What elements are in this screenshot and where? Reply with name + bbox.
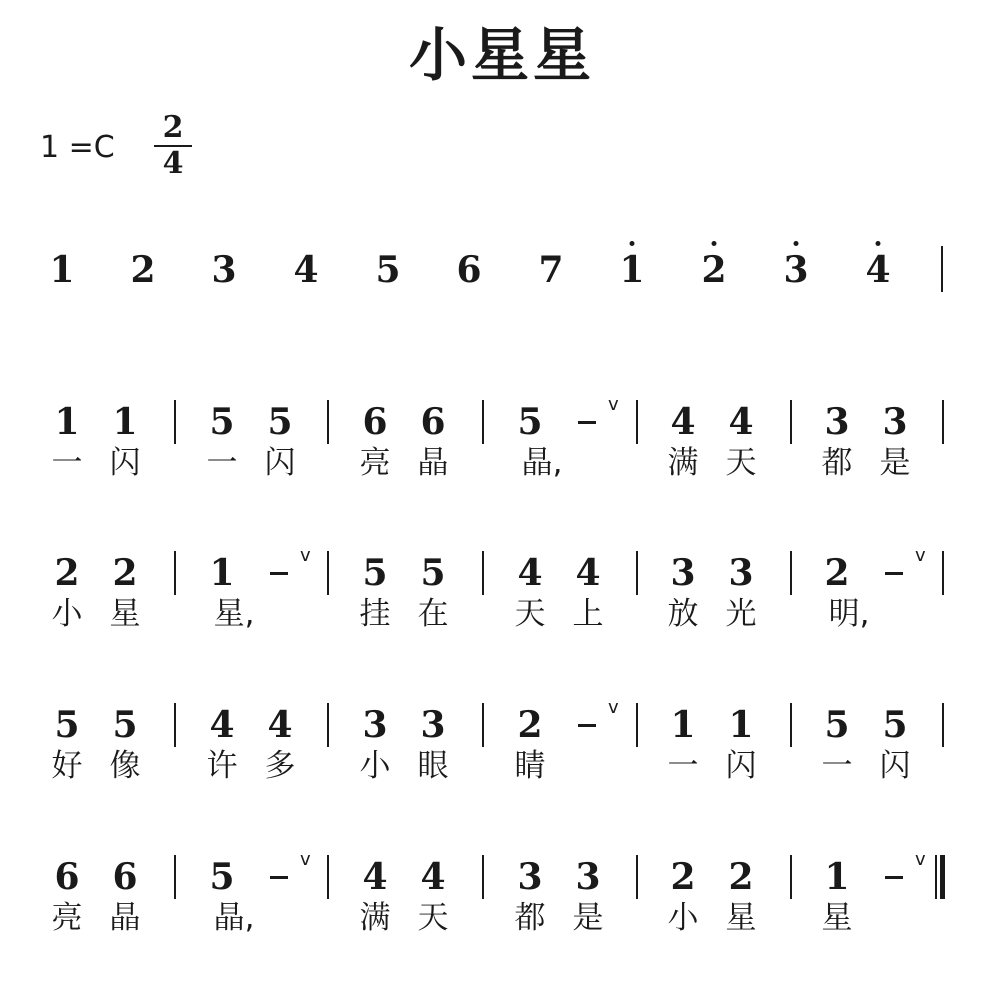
note: 2 — [728, 856, 754, 898]
barline — [790, 855, 792, 899]
note: 3 — [517, 856, 543, 898]
note: 3 — [670, 552, 696, 594]
scale-note: 6 — [456, 249, 482, 291]
lyric: 多 — [264, 748, 296, 784]
note: 6 — [362, 401, 388, 443]
lyric: 闪 — [725, 748, 757, 784]
key-signature: 1 =C — [40, 130, 115, 165]
time-signature-top: 2 — [162, 110, 184, 145]
note: 2 — [670, 856, 696, 898]
lyric: 星, — [213, 596, 255, 632]
note: 3 — [728, 552, 754, 594]
lyric: 好 — [51, 748, 83, 784]
lyric: 一 — [51, 445, 83, 481]
lyric: 放 — [667, 596, 699, 632]
scale-note: 3 — [211, 249, 237, 291]
barline — [174, 400, 176, 444]
barline — [942, 703, 944, 747]
barline — [790, 551, 792, 595]
scale-note: 5 — [375, 249, 401, 291]
lyric: 光 — [725, 596, 757, 632]
sustain-dash — [578, 724, 596, 727]
lyric: 亮 — [359, 445, 391, 481]
lyric: 天 — [514, 596, 546, 632]
scale-note: 7 — [538, 249, 564, 291]
note: 3 — [362, 704, 388, 746]
lyric: 星 — [821, 900, 853, 936]
barline — [327, 703, 329, 747]
scale-note: 2 — [130, 249, 156, 291]
barline — [636, 703, 638, 747]
lyric: 星 — [109, 596, 141, 632]
note: 5 — [209, 856, 235, 898]
barline — [941, 246, 943, 292]
high-octave-dot — [712, 241, 717, 246]
breath-mark: v — [300, 545, 311, 566]
sustain-dash — [270, 876, 288, 879]
note: 6 — [112, 856, 138, 898]
lyric: 小 — [359, 748, 391, 784]
barline — [942, 400, 944, 444]
scale-note: 4 — [865, 249, 891, 291]
barline — [174, 855, 176, 899]
barline — [327, 855, 329, 899]
note: 5 — [209, 401, 235, 443]
barline — [482, 551, 484, 595]
scale-note: 1 — [49, 249, 75, 291]
note: 3 — [882, 401, 908, 443]
note: 5 — [420, 552, 446, 594]
note: 6 — [420, 401, 446, 443]
lyric: 闪 — [879, 748, 911, 784]
lyric: 闪 — [109, 445, 141, 481]
scale-note: 2 — [701, 249, 727, 291]
note: 4 — [209, 704, 235, 746]
barline — [482, 703, 484, 747]
lyric: 小 — [51, 596, 83, 632]
high-octave-dot — [794, 241, 799, 246]
breath-mark: v — [915, 849, 926, 870]
note: 6 — [54, 856, 80, 898]
scale-note: 1 — [619, 249, 645, 291]
note: 1 — [209, 552, 235, 594]
barline — [174, 703, 176, 747]
lyric: 星 — [725, 900, 757, 936]
lyric: 小 — [667, 900, 699, 936]
note: 4 — [575, 552, 601, 594]
lyric: 一 — [206, 445, 238, 481]
sustain-dash — [270, 572, 288, 575]
barline — [790, 400, 792, 444]
note: 5 — [824, 704, 850, 746]
note: 1 — [112, 401, 138, 443]
lyric: 都 — [514, 900, 546, 936]
lyric: 明, — [828, 596, 870, 632]
lyric: 晶, — [213, 900, 255, 936]
lyric: 像 — [109, 748, 141, 784]
note: 2 — [824, 552, 850, 594]
note: 2 — [517, 704, 543, 746]
note: 1 — [670, 704, 696, 746]
scale-note: 4 — [293, 249, 319, 291]
lyric: 天 — [417, 900, 449, 936]
note: 3 — [824, 401, 850, 443]
breath-mark: v — [608, 697, 619, 718]
barline — [636, 551, 638, 595]
lyric: 许 — [206, 748, 238, 784]
scale-note: 3 — [783, 249, 809, 291]
note: 3 — [420, 704, 446, 746]
barline — [174, 551, 176, 595]
note: 5 — [54, 704, 80, 746]
lyric: 是 — [879, 445, 911, 481]
note: 5 — [882, 704, 908, 746]
note: 2 — [112, 552, 138, 594]
note: 4 — [267, 704, 293, 746]
lyric: 晶 — [417, 445, 449, 481]
note: 2 — [54, 552, 80, 594]
high-octave-dot — [876, 241, 881, 246]
song-title: 小星星 — [408, 21, 595, 89]
barline — [636, 400, 638, 444]
lyric: 是 — [572, 900, 604, 936]
sustain-dash — [885, 572, 903, 575]
note: 4 — [517, 552, 543, 594]
time-signature-bottom: 4 — [162, 146, 184, 181]
lyric: 一 — [667, 748, 699, 784]
barline — [482, 400, 484, 444]
note: 4 — [670, 401, 696, 443]
breath-mark: v — [608, 394, 619, 415]
high-octave-dot — [630, 241, 635, 246]
barline — [790, 703, 792, 747]
note: 5 — [517, 401, 543, 443]
barline — [636, 855, 638, 899]
lyric: 满 — [359, 900, 391, 936]
lyric: 挂 — [359, 596, 391, 632]
breath-mark: v — [915, 545, 926, 566]
lyric: 上 — [572, 596, 604, 632]
barline — [327, 551, 329, 595]
note: 3 — [575, 856, 601, 898]
lyric: 眼 — [417, 748, 449, 784]
lyric: 一 — [821, 748, 853, 784]
note: 1 — [824, 856, 850, 898]
time-signature — [156, 112, 190, 180]
barline — [327, 400, 329, 444]
lyric: 晶, — [521, 445, 563, 481]
note: 1 — [728, 704, 754, 746]
sustain-dash — [885, 876, 903, 879]
final-barline-thin — [935, 855, 937, 899]
final-barline-thick — [940, 855, 945, 899]
note: 4 — [728, 401, 754, 443]
note: 1 — [54, 401, 80, 443]
note: 5 — [267, 401, 293, 443]
note: 5 — [362, 552, 388, 594]
note: 4 — [362, 856, 388, 898]
note: 4 — [420, 856, 446, 898]
barline — [942, 551, 944, 595]
note: 5 — [112, 704, 138, 746]
lyric: 亮 — [51, 900, 83, 936]
barline — [482, 855, 484, 899]
lyric: 闪 — [264, 445, 296, 481]
lyric: 在 — [417, 596, 449, 632]
lyric: 都 — [821, 445, 853, 481]
sustain-dash — [578, 421, 596, 424]
breath-mark: v — [300, 849, 311, 870]
lyric: 晶 — [109, 900, 141, 936]
lyric: 睛 — [514, 748, 546, 784]
lyric: 天 — [725, 445, 757, 481]
lyric: 满 — [667, 445, 699, 481]
